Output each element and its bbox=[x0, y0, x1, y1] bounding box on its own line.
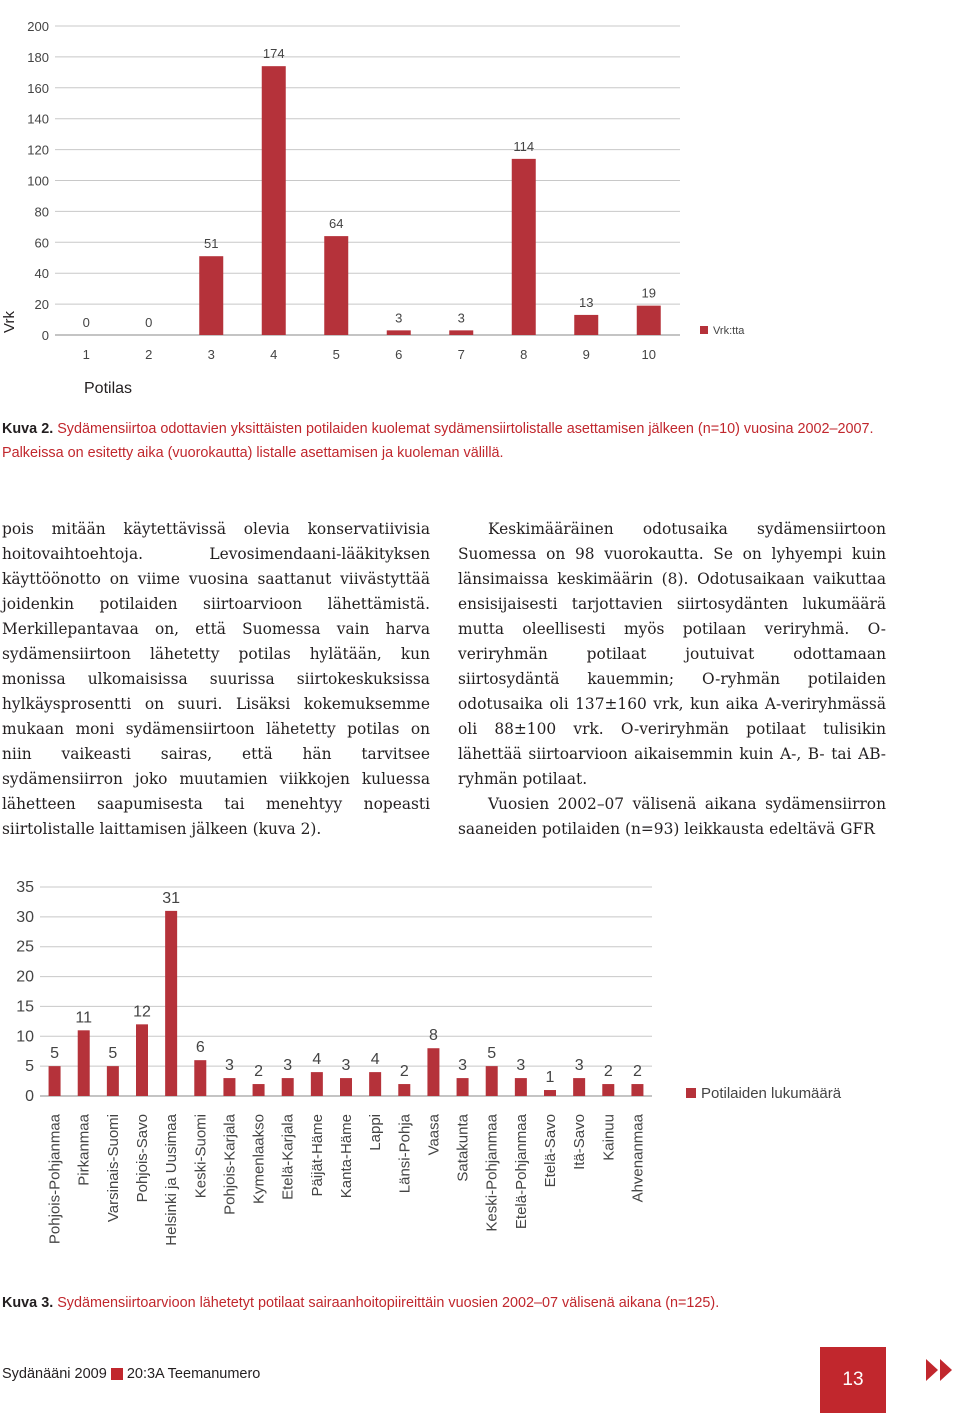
y-tick-label: 5 bbox=[25, 1058, 34, 1076]
y-tick-label: 80 bbox=[34, 204, 49, 220]
bar bbox=[427, 1048, 439, 1096]
x-tick-label: Ahvenanmaa bbox=[629, 1114, 647, 1203]
data-label: 114 bbox=[513, 138, 535, 154]
data-label: 19 bbox=[641, 285, 656, 301]
data-label: 0 bbox=[82, 315, 90, 330]
data-label: 3 bbox=[224, 1057, 234, 1075]
x-tick-label: Kymenlaakso bbox=[250, 1114, 268, 1205]
figure-caption-2 bbox=[2, 417, 902, 465]
y-tick-label: 120 bbox=[27, 142, 49, 158]
caption-text: Sydämensiirtoarvioon lähetetyt potilaat sairaanhoitopiireittäin vuosien 2002–07 välisenä aikana (n=125). bbox=[57, 1295, 720, 1311]
issue-name: 20:3A Teemanumero bbox=[126, 1366, 261, 1382]
bar bbox=[544, 1090, 556, 1096]
data-label: 2 bbox=[603, 1063, 613, 1081]
y-tick-label: 0 bbox=[25, 1088, 34, 1105]
bar bbox=[486, 1066, 498, 1096]
figure-caption-3 bbox=[2, 1291, 902, 1315]
data-label: 174 bbox=[262, 46, 285, 62]
data-label: 5 bbox=[108, 1045, 118, 1063]
caption-text: Sydämensiirtoa odottavien yksittäisten potilaiden kuolemat sydämensiirtolistalle asettamisen jälkeen (n=10) vuosina 2002–2007. Palkeissa on esitetty aika (vuorokautta) listalle asettamisen ja kuoleman välillä. bbox=[2, 421, 874, 461]
bar bbox=[573, 1078, 585, 1096]
footer-square-icon bbox=[111, 1368, 123, 1380]
chart-referrals-by-district bbox=[0, 870, 960, 1280]
bar bbox=[602, 1084, 614, 1096]
x-tick-label: Varsinais-Suomi bbox=[104, 1114, 122, 1223]
x-tick-label: Vaasa bbox=[425, 1114, 443, 1156]
y-tick-label: 0 bbox=[41, 328, 49, 343]
x-tick-label: 6 bbox=[395, 347, 403, 362]
x-tick-label: Päijät-Häme bbox=[308, 1114, 326, 1197]
bar bbox=[223, 1078, 235, 1096]
y-tick-label: 25 bbox=[16, 938, 34, 956]
y-axis-label: Vrk bbox=[1, 311, 18, 333]
data-label: 5 bbox=[50, 1045, 60, 1063]
y-tick-label: 140 bbox=[27, 111, 49, 127]
x-tick-label: Kainuu bbox=[600, 1114, 618, 1161]
legend-swatch bbox=[700, 326, 708, 334]
data-label: 3 bbox=[516, 1057, 526, 1075]
bar bbox=[311, 1072, 323, 1096]
x-tick-label: 3 bbox=[207, 347, 215, 362]
x-tick-label: Kanta-Häme bbox=[338, 1114, 355, 1199]
data-label: 31 bbox=[162, 889, 181, 907]
data-label: 3 bbox=[341, 1057, 351, 1075]
footer-journal bbox=[2, 1366, 260, 1382]
body-column-right bbox=[458, 517, 886, 842]
bar bbox=[194, 1060, 206, 1096]
y-tick-label: 15 bbox=[16, 998, 34, 1016]
data-label: 3 bbox=[283, 1057, 293, 1075]
body-paragraph: Vuosien 2002–07 välisenä aikana sydämensiirron saaneiden potilaiden (n=93) leikkausta edeltävä GFR bbox=[458, 795, 886, 838]
y-tick-label: 160 bbox=[27, 80, 49, 96]
data-label: 3 bbox=[574, 1057, 584, 1075]
caption-label: Kuva 2. bbox=[2, 421, 54, 437]
caption-label: Kuva 3. bbox=[2, 1295, 54, 1311]
y-tick-label: 30 bbox=[16, 908, 34, 926]
data-label: 13 bbox=[579, 294, 594, 310]
data-label: 3 bbox=[457, 310, 465, 326]
data-label: 64 bbox=[329, 216, 344, 232]
data-label: 12 bbox=[133, 1003, 151, 1021]
bar bbox=[512, 159, 536, 335]
bar bbox=[253, 1084, 265, 1096]
bar bbox=[199, 256, 223, 335]
x-tick-label: Pohjois-Savo bbox=[134, 1114, 151, 1203]
x-tick-label: 10 bbox=[641, 347, 656, 362]
data-label: 8 bbox=[428, 1027, 438, 1045]
y-tick-label: 20 bbox=[16, 968, 34, 986]
data-label: 2 bbox=[254, 1063, 264, 1081]
data-label: 6 bbox=[195, 1039, 205, 1057]
bar bbox=[78, 1030, 90, 1096]
x-tick-label: 5 bbox=[332, 347, 340, 362]
x-tick-label: Etelä-Savo bbox=[542, 1114, 559, 1188]
x-tick-label: Pirkanmaa bbox=[75, 1114, 93, 1186]
y-tick-label: 40 bbox=[34, 266, 49, 282]
bar bbox=[107, 1066, 119, 1096]
data-label: 51 bbox=[204, 236, 219, 252]
bar bbox=[369, 1072, 381, 1096]
x-tick-label: 2 bbox=[145, 347, 153, 362]
bar bbox=[262, 66, 286, 335]
x-tick-label: Etelä-Karjala bbox=[279, 1114, 297, 1200]
bar bbox=[457, 1078, 469, 1096]
bar bbox=[136, 1024, 148, 1096]
x-tick-label: Etelä-Pohjanmaa bbox=[512, 1114, 530, 1230]
x-tick-label: 7 bbox=[457, 347, 465, 362]
bar bbox=[637, 306, 661, 335]
x-tick-label: Pohjois-Pohjanmaa bbox=[46, 1114, 64, 1245]
x-axis-label: Potilas bbox=[84, 380, 133, 397]
x-tick-label: Helsinki ja Uusimaa bbox=[163, 1114, 181, 1246]
data-label: 3 bbox=[395, 310, 403, 326]
bar bbox=[340, 1078, 352, 1096]
x-tick-label: Keski-Pohjanmaa bbox=[483, 1114, 501, 1232]
bar bbox=[449, 330, 473, 335]
x-tick-label: Länsi-Pohja bbox=[396, 1114, 414, 1194]
data-label: 2 bbox=[632, 1063, 642, 1081]
y-tick-label: 35 bbox=[16, 879, 34, 896]
bar bbox=[324, 236, 348, 335]
y-tick-label: 10 bbox=[16, 1028, 34, 1046]
bar bbox=[398, 1084, 410, 1096]
bar bbox=[574, 315, 598, 335]
x-tick-label: Itä-Savo bbox=[571, 1114, 589, 1170]
chart-death-waiting-times bbox=[0, 0, 960, 405]
journal-name: Sydänääni 2009 bbox=[2, 1366, 107, 1382]
data-label: 5 bbox=[487, 1045, 497, 1063]
data-label: 0 bbox=[145, 315, 153, 330]
bar bbox=[49, 1066, 61, 1096]
y-tick-label: 200 bbox=[27, 19, 49, 34]
data-label: 1 bbox=[545, 1069, 555, 1087]
bar bbox=[631, 1084, 643, 1096]
body-paragraph: pois mitään käytettävissä olevia konservatiivisia hoitovaihtoehtoja. Levosimendaani-lääkityksen käyttöönotto on viime vuosina saattanut viivästyttää joidenkin potilaiden siirtoarvioon lähettämistä. Merkillepantavaa on, että Suomessa vain harva sydämensiirtoon lähetetty potilas hylätään, kun monissa ulkomaisissa suurissa siirtokeskuksissa hylkäysprosentti on suuri. Lisäksi kokemuksemme mukaan moni sydämensiirtoon lähetetty potilas on niin vaikeasti sairas, että hän tarvitsee sydämensiirron joko muutamien viikkojen kuluessa lähetteen saapumisesta tai menehtyy nopeasti siirtolistalle laittamisen jälkeen (kuva 2). bbox=[2, 520, 430, 838]
data-label: 3 bbox=[458, 1057, 468, 1075]
data-label: 11 bbox=[75, 1009, 93, 1027]
bar bbox=[515, 1078, 527, 1096]
body-column-left bbox=[2, 517, 430, 842]
bar bbox=[387, 330, 411, 335]
y-tick-label: 100 bbox=[27, 173, 49, 189]
x-tick-label: 9 bbox=[582, 347, 590, 362]
x-tick-label: Lappi bbox=[367, 1114, 385, 1151]
data-label: 4 bbox=[312, 1051, 322, 1069]
page-number: 13 bbox=[820, 1347, 886, 1413]
y-tick-label: 60 bbox=[34, 235, 49, 251]
bar bbox=[282, 1078, 294, 1096]
bar bbox=[165, 911, 177, 1096]
legend-swatch bbox=[686, 1088, 696, 1098]
next-page-arrows-icon bbox=[926, 1357, 956, 1383]
x-tick-label: 8 bbox=[520, 347, 528, 362]
data-label: 4 bbox=[370, 1051, 380, 1069]
x-tick-label: 1 bbox=[82, 347, 90, 362]
x-tick-label: Satakunta bbox=[454, 1114, 472, 1182]
y-tick-label: 180 bbox=[27, 49, 49, 65]
legend-label: Potilaiden lukumäärä bbox=[701, 1085, 842, 1102]
x-tick-label: Keski-Suomi bbox=[192, 1114, 210, 1199]
x-tick-label: 4 bbox=[270, 347, 278, 362]
body-paragraph: Keskimääräinen odotusaika sydämensiirtoon Suomessa on 98 vuorokautta. Se on lyhyempi kuin länsimaissa keskimäärin (8). Odotusaikaan vaikuttaa ensisijaisesti tarjottavien siirtosydänten lukumäärä mutta oleellisesti myös potilaan veriryhmä. O-veriryhmän potilaat joutuivat odottamaan siirtosydäntä kauemmin; O-ryhmän potilaiden odotusaika oli 137±160 vrk, kun aika A-veriryhmässä oli 88±100 vrk. O-veriryhmän potilaat tulisikin lähettää siirtoarvioon aikaisemmin kuin A-, B- tai AB-ryhmän potilaat. bbox=[458, 520, 886, 788]
legend-label: Vrk:tta bbox=[713, 325, 745, 337]
y-tick-label: 20 bbox=[34, 297, 49, 313]
x-tick-label: Pohjois-Karjala bbox=[221, 1114, 239, 1215]
data-label: 2 bbox=[399, 1063, 409, 1081]
